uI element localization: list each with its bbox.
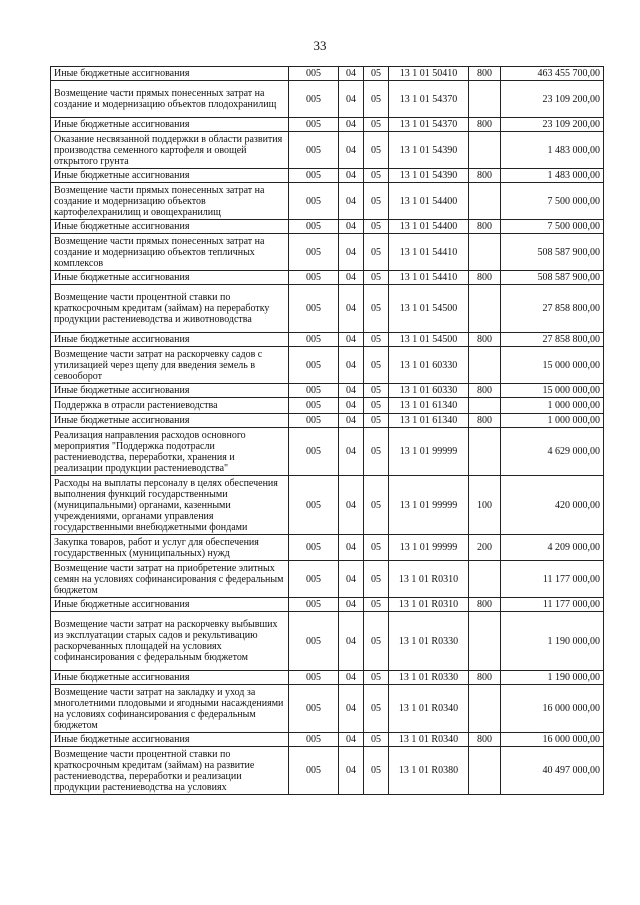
row-article: 13 1 01 99999 [389, 428, 469, 476]
row-code: 005 [289, 685, 339, 733]
row-section: 04 [339, 384, 364, 398]
row-sum: 27 858 800,00 [501, 285, 604, 333]
row-code: 005 [289, 67, 339, 81]
row-expense-type [469, 285, 501, 333]
row-section: 04 [339, 81, 364, 118]
row-article: 13 1 01 R0310 [389, 598, 469, 612]
row-article: 13 1 01 54370 [389, 81, 469, 118]
row-subsection: 05 [364, 398, 389, 414]
table-row [51, 414, 604, 428]
row-subsection: 05 [364, 685, 389, 733]
row-subsection: 05 [364, 561, 389, 598]
row-name: Иные бюджетные ассигнования [51, 598, 289, 612]
table-row [51, 561, 604, 598]
row-sum: 23 109 200,00 [501, 81, 604, 118]
table-row [51, 118, 604, 132]
row-article: 13 1 01 50410 [389, 67, 469, 81]
row-sum: 508 587 900,00 [501, 234, 604, 271]
row-section: 04 [339, 220, 364, 234]
row-section: 04 [339, 733, 364, 747]
row-expense-type: 100 [469, 476, 501, 535]
row-sum: 27 858 800,00 [501, 333, 604, 347]
row-article: 13 1 01 R0310 [389, 561, 469, 598]
row-section: 04 [339, 428, 364, 476]
row-code: 005 [289, 384, 339, 398]
row-article: 13 1 01 54500 [389, 285, 469, 333]
row-name: Возмещение части процентной ставки по краткосрочным кредитам (займам) на переработку продукции растениеводства и животноводства [51, 285, 289, 333]
row-article: 13 1 01 54410 [389, 271, 469, 285]
row-section: 04 [339, 234, 364, 271]
row-subsection: 05 [364, 476, 389, 535]
row-section: 04 [339, 169, 364, 183]
row-code: 005 [289, 271, 339, 285]
row-section: 04 [339, 612, 364, 671]
table-row [51, 285, 604, 333]
row-expense-type [469, 132, 501, 169]
row-subsection: 05 [364, 118, 389, 132]
row-name: Расходы на выплаты персоналу в целях обеспечения выполнения функций государственными (муниципальными) органами, казенными учреждениями, органами управления государственными внебюджетными фондами [51, 476, 289, 535]
row-section: 04 [339, 685, 364, 733]
row-section: 04 [339, 132, 364, 169]
row-name: Иные бюджетные ассигнования [51, 220, 289, 234]
row-sum: 7 500 000,00 [501, 183, 604, 220]
row-article: 13 1 01 R0340 [389, 733, 469, 747]
row-sum: 11 177 000,00 [501, 598, 604, 612]
row-sum: 4 209 000,00 [501, 535, 604, 561]
row-subsection: 05 [364, 67, 389, 81]
row-code: 005 [289, 561, 339, 598]
row-subsection: 05 [364, 81, 389, 118]
table-row [51, 535, 604, 561]
row-expense-type [469, 428, 501, 476]
row-name: Иные бюджетные ассигнования [51, 118, 289, 132]
row-name: Возмещение части процентной ставки по краткосрочным кредитам (займам) на развитие растениеводства, переработки и реализации продукции растениеводства на условиях [51, 747, 289, 795]
row-expense-type: 800 [469, 67, 501, 81]
row-code: 005 [289, 476, 339, 535]
row-name: Реализация направления расходов основного мероприятия "Поддержка подотрасли растениеводства, переработки, хранения и реализации продукции растениеводства" [51, 428, 289, 476]
row-name: Иные бюджетные ассигнования [51, 169, 289, 183]
row-name: Возмещение части прямых понесенных затрат на создание и модернизацию объектов тепличных комплексов [51, 234, 289, 271]
row-code: 005 [289, 398, 339, 414]
row-subsection: 05 [364, 220, 389, 234]
row-sum: 1 190 000,00 [501, 671, 604, 685]
row-code: 005 [289, 183, 339, 220]
table-row [51, 476, 604, 535]
row-code: 005 [289, 428, 339, 476]
row-sum: 1 483 000,00 [501, 132, 604, 169]
row-subsection: 05 [364, 733, 389, 747]
table-row [51, 747, 604, 795]
row-expense-type [469, 685, 501, 733]
row-subsection: 05 [364, 333, 389, 347]
row-subsection: 05 [364, 271, 389, 285]
row-sum: 508 587 900,00 [501, 271, 604, 285]
row-section: 04 [339, 118, 364, 132]
row-code: 005 [289, 118, 339, 132]
table-row [51, 733, 604, 747]
budget-table [50, 66, 604, 795]
row-subsection: 05 [364, 535, 389, 561]
row-section: 04 [339, 747, 364, 795]
row-name: Иные бюджетные ассигнования [51, 67, 289, 81]
row-subsection: 05 [364, 183, 389, 220]
row-sum: 15 000 000,00 [501, 384, 604, 398]
row-code: 005 [289, 132, 339, 169]
row-name: Иные бюджетные ассигнования [51, 271, 289, 285]
row-subsection: 05 [364, 347, 389, 384]
row-sum: 40 497 000,00 [501, 747, 604, 795]
row-section: 04 [339, 183, 364, 220]
row-name: Оказание несвязанной поддержки в области развития производства семенного картофеля и овощей открытого грунта [51, 132, 289, 169]
row-name: Иные бюджетные ассигнования [51, 733, 289, 747]
row-expense-type: 200 [469, 535, 501, 561]
table-row [51, 398, 604, 414]
row-code: 005 [289, 414, 339, 428]
table-row [51, 220, 604, 234]
row-name: Возмещение части прямых понесенных затрат на создание и модернизацию объектов плодохранилищ [51, 81, 289, 118]
row-section: 04 [339, 67, 364, 81]
row-sum: 1 190 000,00 [501, 612, 604, 671]
row-code: 005 [289, 671, 339, 685]
row-sum: 4 629 000,00 [501, 428, 604, 476]
row-section: 04 [339, 333, 364, 347]
table-row [51, 169, 604, 183]
row-expense-type: 800 [469, 414, 501, 428]
row-sum: 11 177 000,00 [501, 561, 604, 598]
table-row [51, 612, 604, 671]
row-name: Иные бюджетные ассигнования [51, 333, 289, 347]
table-row [51, 183, 604, 220]
row-code: 005 [289, 347, 339, 384]
row-sum: 23 109 200,00 [501, 118, 604, 132]
row-section: 04 [339, 271, 364, 285]
row-expense-type: 800 [469, 220, 501, 234]
row-article: 13 1 01 54400 [389, 183, 469, 220]
row-subsection: 05 [364, 384, 389, 398]
row-sum: 1 483 000,00 [501, 169, 604, 183]
row-expense-type [469, 747, 501, 795]
row-subsection: 05 [364, 428, 389, 476]
row-sum: 15 000 000,00 [501, 347, 604, 384]
table-row [51, 384, 604, 398]
row-code: 005 [289, 598, 339, 612]
table-row [51, 132, 604, 169]
row-section: 04 [339, 476, 364, 535]
row-sum: 1 000 000,00 [501, 398, 604, 414]
row-code: 005 [289, 747, 339, 795]
row-name: Иные бюджетные ассигнования [51, 384, 289, 398]
row-code: 005 [289, 220, 339, 234]
row-article: 13 1 01 99999 [389, 476, 469, 535]
row-subsection: 05 [364, 414, 389, 428]
row-article: 13 1 01 R0340 [389, 685, 469, 733]
row-article: 13 1 01 54400 [389, 220, 469, 234]
row-code: 005 [289, 535, 339, 561]
row-expense-type [469, 183, 501, 220]
row-name: Поддержка в отрасли растениеводства [51, 398, 289, 414]
row-subsection: 05 [364, 612, 389, 671]
row-subsection: 05 [364, 671, 389, 685]
row-name: Иные бюджетные ассигнования [51, 414, 289, 428]
row-expense-type [469, 612, 501, 671]
row-expense-type: 800 [469, 169, 501, 183]
row-section: 04 [339, 671, 364, 685]
row-sum: 463 455 700,00 [501, 67, 604, 81]
row-expense-type: 800 [469, 118, 501, 132]
row-code: 005 [289, 81, 339, 118]
row-subsection: 05 [364, 169, 389, 183]
row-subsection: 05 [364, 132, 389, 169]
row-article: 13 1 01 R0380 [389, 747, 469, 795]
row-section: 04 [339, 285, 364, 333]
row-expense-type [469, 398, 501, 414]
row-sum: 1 000 000,00 [501, 414, 604, 428]
row-section: 04 [339, 535, 364, 561]
row-section: 04 [339, 347, 364, 384]
table-row [51, 428, 604, 476]
row-code: 005 [289, 285, 339, 333]
row-subsection: 05 [364, 234, 389, 271]
table-row [51, 333, 604, 347]
row-article: 13 1 01 54390 [389, 169, 469, 183]
row-sum: 16 000 000,00 [501, 685, 604, 733]
row-article: 13 1 01 54500 [389, 333, 469, 347]
budget-table-body [51, 67, 604, 795]
row-article: 13 1 01 61340 [389, 414, 469, 428]
row-expense-type: 800 [469, 733, 501, 747]
table-row [51, 234, 604, 271]
row-code: 005 [289, 169, 339, 183]
table-row [51, 671, 604, 685]
row-sum: 16 000 000,00 [501, 733, 604, 747]
table-row [51, 685, 604, 733]
row-expense-type [469, 561, 501, 598]
row-article: 13 1 01 61340 [389, 398, 469, 414]
row-name: Возмещение части затрат на закладку и уход за многолетними плодовыми и ягодными насаждениями на условиях софинансирования с федеральным бюджетом [51, 685, 289, 733]
row-section: 04 [339, 598, 364, 612]
row-sum: 7 500 000,00 [501, 220, 604, 234]
row-expense-type: 800 [469, 384, 501, 398]
row-code: 005 [289, 733, 339, 747]
row-section: 04 [339, 398, 364, 414]
page-number: 33 [313, 38, 327, 53]
row-expense-type [469, 81, 501, 118]
row-subsection: 05 [364, 285, 389, 333]
row-article: 13 1 01 R0330 [389, 612, 469, 671]
row-expense-type: 800 [469, 598, 501, 612]
table-row [51, 347, 604, 384]
row-expense-type: 800 [469, 671, 501, 685]
row-name: Возмещение части прямых понесенных затрат на создание и модернизацию объектов картофелехранилищ и овощехранилищ [51, 183, 289, 220]
row-subsection: 05 [364, 747, 389, 795]
row-code: 005 [289, 333, 339, 347]
table-row [51, 598, 604, 612]
row-name: Иные бюджетные ассигнования [51, 671, 289, 685]
row-section: 04 [339, 414, 364, 428]
row-name: Возмещение части затрат на раскорчевку садов с утилизацией через щепу для введения земель в севооборот [51, 347, 289, 384]
row-code: 005 [289, 612, 339, 671]
row-article: 13 1 01 54390 [389, 132, 469, 169]
table-row [51, 67, 604, 81]
row-name: Возмещение части затрат на приобретение элитных семян на условиях софинансирования с федеральным бюджетом [51, 561, 289, 598]
row-expense-type: 800 [469, 271, 501, 285]
table-row [51, 271, 604, 285]
row-name: Закупка товаров, работ и услуг для обеспечения государственных (муниципальных) нужд [51, 535, 289, 561]
row-article: 13 1 01 54370 [389, 118, 469, 132]
row-article: 13 1 01 54410 [389, 234, 469, 271]
row-expense-type [469, 347, 501, 384]
row-code: 005 [289, 234, 339, 271]
row-article: 13 1 01 R0330 [389, 671, 469, 685]
row-name: Возмещение части затрат на раскорчевку выбывших из эксплуатации старых садов и рекультивацию раскорчеванных площадей на условиях софинансирования с федеральным бюджетом [51, 612, 289, 671]
row-expense-type: 800 [469, 333, 501, 347]
row-article: 13 1 01 60330 [389, 347, 469, 384]
row-article: 13 1 01 60330 [389, 384, 469, 398]
row-expense-type [469, 234, 501, 271]
row-article: 13 1 01 99999 [389, 535, 469, 561]
row-section: 04 [339, 561, 364, 598]
row-subsection: 05 [364, 598, 389, 612]
row-sum: 420 000,00 [501, 476, 604, 535]
table-row [51, 81, 604, 118]
